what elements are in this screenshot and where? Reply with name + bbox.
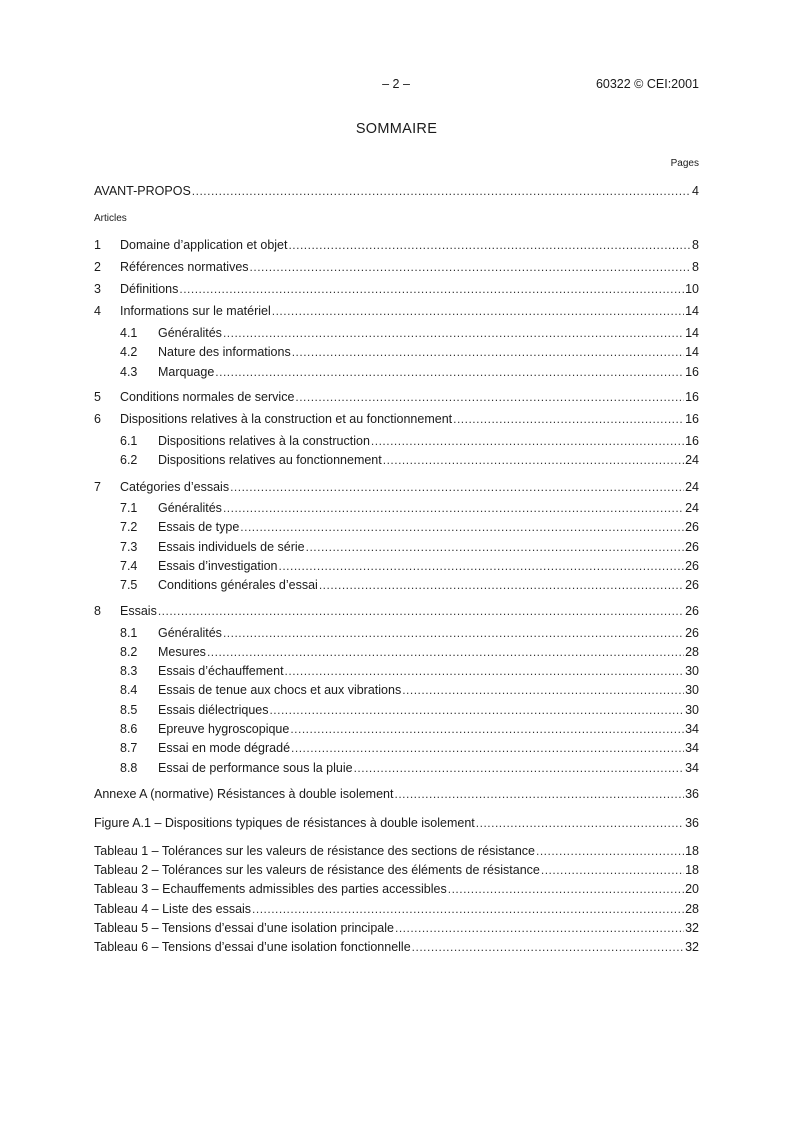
leader-dots	[319, 578, 684, 593]
toc-entry-number: 8	[94, 604, 101, 618]
toc-entry-number: 5	[94, 390, 101, 404]
leader-dots	[230, 480, 684, 495]
toc-entry-label: Nature des informations	[158, 345, 291, 359]
toc-entry-number: 7.3	[120, 540, 138, 554]
toc-entry-label: Tableau 5 – Tensions d’essai d’une isolation principale	[94, 921, 394, 935]
toc-entry-page: 16	[685, 390, 699, 404]
toc-entry-label: Essai de performance sous la pluie	[158, 761, 353, 775]
toc-entry-number: 7.2	[120, 520, 138, 534]
toc-entry-label: Catégories d’essais	[120, 480, 230, 494]
toc-entry-label: Tableau 4 – Liste des essais	[94, 902, 252, 916]
articles-label: Articles	[94, 213, 127, 224]
toc-entry[interactable]	[94, 260, 699, 275]
toc-subentry[interactable]	[120, 559, 699, 574]
leader-dots	[250, 260, 692, 275]
toc-entry[interactable]	[94, 604, 699, 619]
leader-dots	[306, 540, 684, 555]
toc-entry-label: Epreuve hygroscopique	[158, 722, 290, 736]
leader-dots	[158, 604, 684, 619]
toc-entry-number: 8.2	[120, 645, 138, 659]
toc-entry-label: Tableau 6 – Tensions d’essai d’une isolation fonctionnelle	[94, 940, 411, 954]
toc-entry-page: 8	[692, 238, 699, 252]
toc-entry-page: 14	[685, 304, 699, 318]
page-number: – 2 –	[382, 77, 410, 91]
toc-subentry[interactable]	[120, 578, 699, 593]
toc-entry-foreword[interactable]	[94, 184, 699, 199]
toc-subentry[interactable]	[120, 703, 699, 718]
leader-dots	[223, 501, 684, 516]
toc-entry-table[interactable]	[94, 882, 699, 897]
document-reference: 60322 © CEI:2001	[595, 77, 699, 91]
toc-entry-page: 32	[685, 940, 699, 954]
toc-entry-number: 4	[94, 304, 101, 318]
toc-entry[interactable]	[94, 282, 699, 297]
pages-column-label: Pages	[670, 158, 699, 169]
toc-entry-number: 4.1	[120, 326, 138, 340]
leader-dots	[383, 453, 684, 468]
toc-entry-table[interactable]	[94, 863, 699, 878]
toc-entry-label: Tableau 2 – Tolérances sur les valeurs de résistance des éléments de résistance	[94, 863, 540, 877]
toc-entry-number: 4.2	[120, 345, 138, 359]
toc-entry-page: 28	[685, 902, 699, 916]
leader-dots	[279, 559, 685, 574]
toc-entry-table[interactable]	[94, 921, 699, 936]
toc-subentry[interactable]	[120, 664, 699, 679]
toc-subentry[interactable]	[120, 453, 699, 468]
toc-entry-label: Figure A.1 – Dispositions typiques de résistances à double isolement	[94, 816, 475, 830]
toc-subentry[interactable]	[120, 434, 699, 449]
toc-entry-number: 8.3	[120, 664, 138, 678]
toc-entry-label: Essais d’échauffement	[158, 664, 284, 678]
toc-entry-number: 8.6	[120, 722, 138, 736]
toc-entry-number: 4.3	[120, 365, 138, 379]
toc-entry-number: 7.1	[120, 501, 138, 515]
leader-dots	[272, 304, 684, 319]
leader-dots	[354, 761, 685, 776]
leader-dots	[288, 238, 691, 253]
toc-entry-page: 16	[685, 434, 699, 448]
toc-entry-label: Essais de tenue aux chocs et aux vibrations	[158, 683, 402, 697]
leader-dots	[179, 282, 684, 297]
toc-entry-label: Dispositions relatives à la construction et au fonctionnement	[120, 412, 453, 426]
leader-dots	[223, 626, 684, 641]
toc-entry-page: 30	[685, 664, 699, 678]
toc-subentry[interactable]	[120, 626, 699, 641]
toc-entry-figure[interactable]	[94, 816, 699, 831]
toc-entry-label: Essais	[120, 604, 157, 618]
toc-entry[interactable]	[94, 238, 699, 253]
toc-entry[interactable]	[94, 390, 699, 405]
toc-entry-label: Définitions	[120, 282, 179, 296]
leader-dots	[476, 816, 684, 831]
leader-dots	[223, 326, 684, 341]
leader-dots	[291, 741, 684, 756]
toc-entry-label: Tableau 3 – Echauffements admissibles des parties accessibles	[94, 882, 447, 896]
toc-entry-page: 16	[685, 365, 699, 379]
leader-dots	[269, 703, 684, 718]
toc-entry-page: 26	[685, 604, 699, 618]
leader-dots	[536, 844, 684, 859]
toc-entry[interactable]	[94, 304, 699, 319]
toc-subentry[interactable]	[120, 501, 699, 516]
toc-subentry[interactable]	[120, 520, 699, 535]
leader-dots	[207, 645, 684, 660]
toc-entry-label: Essais individuels de série	[158, 540, 305, 554]
toc-entry-table[interactable]	[94, 940, 699, 955]
toc-entry-page: 26	[685, 578, 699, 592]
leader-dots	[215, 365, 684, 380]
leader-dots	[448, 882, 684, 897]
toc-entry-page: 26	[685, 626, 699, 640]
toc-entry-label: Généralités	[158, 326, 222, 340]
toc-entry-page: 32	[685, 921, 699, 935]
toc-entry-page: 18	[685, 863, 699, 877]
leader-dots	[240, 520, 684, 535]
toc-entry-number: 7.4	[120, 559, 138, 573]
leader-dots	[395, 921, 684, 936]
leader-dots	[371, 434, 684, 449]
toc-entry-page: 8	[692, 260, 699, 274]
toc-entry-label: Annexe A (normative) Résistances à double isolement	[94, 787, 394, 801]
toc-subentry[interactable]	[120, 365, 699, 380]
toc-entry-page: 14	[685, 345, 699, 359]
toc-entry-page: 30	[685, 703, 699, 717]
toc-entry-page: 30	[685, 683, 699, 697]
leader-dots	[290, 722, 684, 737]
toc-entry-number: 8.7	[120, 741, 138, 755]
leader-dots	[252, 902, 684, 917]
toc-entry-page: 34	[685, 741, 699, 755]
toc-entry-label: Références normatives	[120, 260, 249, 274]
toc-entry[interactable]	[94, 480, 699, 495]
toc-entry-label: Conditions générales d’essai	[158, 578, 318, 592]
leader-dots	[394, 787, 684, 802]
toc-subentry[interactable]	[120, 645, 699, 660]
toc-entry-label: Domaine d’application et objet	[120, 238, 288, 252]
toc-entry-number: 8.1	[120, 626, 138, 640]
toc-entry-label: Essai en mode dégradé	[158, 741, 291, 755]
toc-entry-page: 24	[685, 480, 699, 494]
toc-entry-label: Conditions normales de service	[120, 390, 295, 404]
toc-entry-page: 34	[685, 761, 699, 775]
toc-entry-page: 26	[685, 559, 699, 573]
toc-entry-label: Informations sur le matériel	[120, 304, 271, 318]
toc-subentry[interactable]	[120, 683, 699, 698]
toc-entry-page: 36	[685, 816, 699, 830]
leader-dots	[285, 664, 685, 679]
toc-entry-label: Généralités	[158, 501, 222, 515]
toc-entry-number: 8.5	[120, 703, 138, 717]
toc-entry-number: 1	[94, 238, 101, 252]
toc-entry-label: Tableau 1 – Tolérances sur les valeurs de résistance des sections de résistance	[94, 844, 535, 858]
toc-entry-annex[interactable]	[94, 787, 699, 802]
toc-entry-page: 24	[685, 453, 699, 467]
toc-entry-label: Dispositions relatives à la construction	[158, 434, 370, 448]
leader-dots	[453, 412, 684, 427]
toc-entry-label: AVANT-PROPOS	[94, 184, 191, 198]
toc-entry-number: 6	[94, 412, 101, 426]
toc-entry-page: 18	[685, 844, 699, 858]
leader-dots	[192, 184, 691, 199]
page-title: SOMMAIRE	[355, 121, 438, 137]
toc-entry[interactable]	[94, 412, 699, 427]
leader-dots	[541, 863, 684, 878]
toc-entry-table[interactable]	[94, 902, 699, 917]
toc-subentry[interactable]	[120, 741, 699, 756]
toc-entry-number: 7	[94, 480, 101, 494]
toc-subentry[interactable]	[120, 540, 699, 555]
toc-entry-label: Marquage	[158, 365, 215, 379]
toc-entry-page: 28	[685, 645, 699, 659]
toc-entry-label: Essais diélectriques	[158, 703, 269, 717]
leader-dots	[292, 345, 684, 360]
toc-entry-number: 7.5	[120, 578, 138, 592]
toc-entry-label: Essais d’investigation	[158, 559, 278, 573]
toc-entry-page: 10	[685, 282, 699, 296]
leader-dots	[295, 390, 684, 405]
toc-entry-page: 14	[685, 326, 699, 340]
toc-entry-table[interactable]	[94, 844, 699, 859]
toc-entry-page: 36	[685, 787, 699, 801]
toc-entry-label: Mesures	[158, 645, 206, 659]
toc-entry-label: Généralités	[158, 626, 222, 640]
toc-entry-number: 8.8	[120, 761, 138, 775]
toc-subentry[interactable]	[120, 345, 699, 360]
leader-dots	[412, 940, 684, 955]
toc-entry-number: 8.4	[120, 683, 138, 697]
toc-entry-number: 6.2	[120, 453, 138, 467]
toc-entry-number: 6.1	[120, 434, 138, 448]
toc-subentry[interactable]	[120, 326, 699, 341]
toc-subentry[interactable]	[120, 722, 699, 737]
toc-entry-number: 2	[94, 260, 101, 274]
toc-entry-label: Dispositions relatives au fonctionnement	[158, 453, 382, 467]
toc-entry-page: 26	[685, 520, 699, 534]
toc-entry-number: 3	[94, 282, 101, 296]
leader-dots	[402, 683, 684, 698]
toc-entry-page: 4	[692, 184, 699, 198]
toc-entry-page: 16	[685, 412, 699, 426]
toc-entry-page: 20	[685, 882, 699, 896]
toc-subentry[interactable]	[120, 761, 699, 776]
toc-entry-label: Essais de type	[158, 520, 240, 534]
toc-entry-page: 26	[685, 540, 699, 554]
toc-entry-page: 24	[685, 501, 699, 515]
toc-entry-page: 34	[685, 722, 699, 736]
